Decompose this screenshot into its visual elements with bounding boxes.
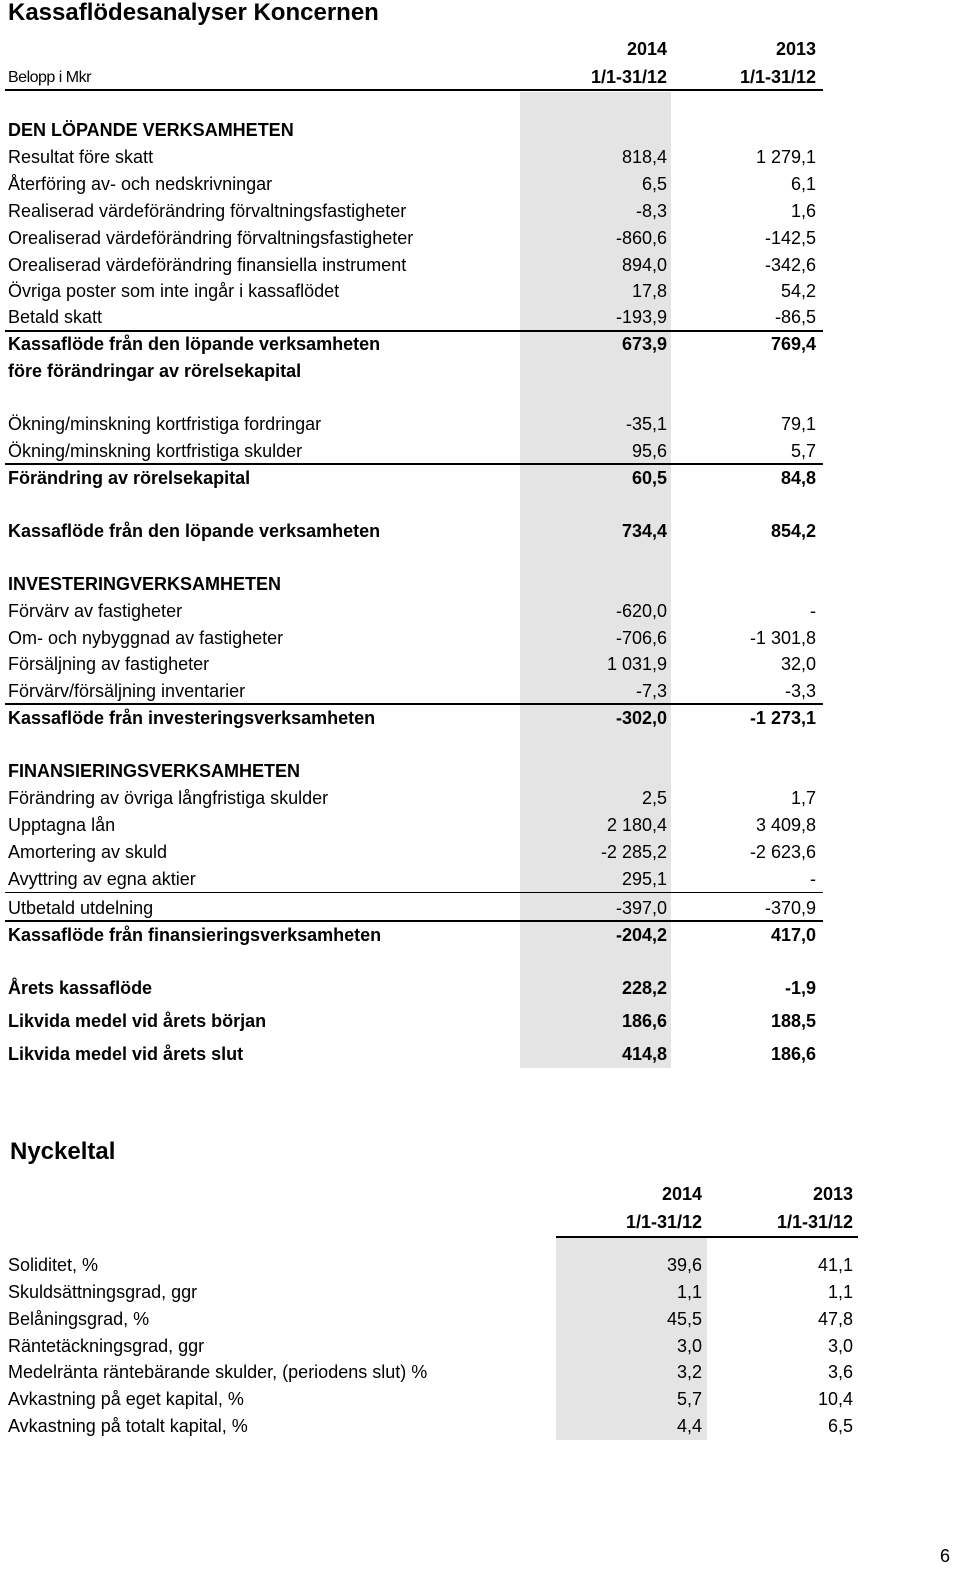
cashflow-year-2013: 2013: [775, 39, 816, 59]
cashflow-period-2014: 1/1-31/12: [590, 67, 667, 87]
header-divider: [556, 1236, 858, 1238]
row-divider: [5, 892, 823, 893]
nyckeltal-period-2014: 1/1-31/12: [625, 1212, 702, 1232]
page-number: 6: [939, 1546, 950, 1566]
section-title-nyckeltal: Nyckeltal: [10, 1138, 116, 1165]
nyckeltal-year-2014: 2014: [661, 1184, 702, 1204]
cashflow-year-2014: 2014: [626, 39, 667, 59]
nyckeltal-period-2013: 1/1-31/12: [776, 1212, 853, 1232]
header-divider: [5, 89, 823, 91]
unit-label: Belopp i Mkr: [8, 69, 91, 86]
page-title: Kassaflödesanalyser Koncernen: [8, 0, 379, 26]
cashflow-period-2013: 1/1-31/12: [739, 67, 816, 87]
nyckeltal-year-2013: 2013: [812, 1184, 853, 1204]
